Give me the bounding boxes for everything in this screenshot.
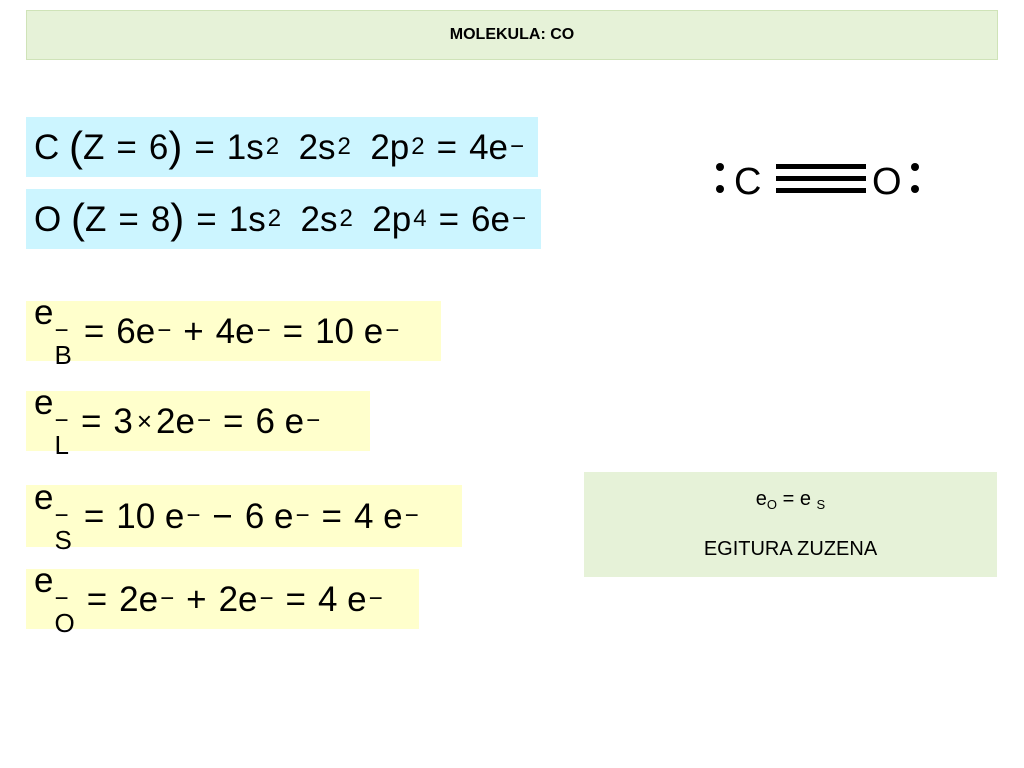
- atom-symbol: O: [34, 199, 62, 239]
- equation-shared-electrons: e − S = 10 e − − 6 e − = 4 e −: [26, 485, 462, 547]
- equation-octet-electrons: e − O = 2e − + 2e − = 4 e −: [26, 569, 419, 629]
- equation-lone-electrons: e − L = 3 × 2e − = 6 e −: [26, 391, 370, 451]
- atom-symbol: C: [34, 127, 60, 167]
- bond-line: [776, 176, 866, 181]
- result-equation: $e_O = e$ $_S$: [755, 488, 826, 512]
- config-oxygen: O ( Z = 8 ) = 1s 2 2s 2 2p 4 = 6e −: [26, 189, 541, 249]
- lone-pair-dot: [716, 163, 724, 171]
- slide-title: MOLEKULA: CO: [26, 10, 998, 60]
- atom-oxygen: O: [872, 161, 902, 203]
- bond-line: [776, 188, 866, 193]
- bond-line: [776, 164, 866, 169]
- atom-carbon: C: [734, 161, 762, 203]
- lone-pair-dot: [911, 163, 919, 171]
- result-box: [584, 472, 997, 577]
- lone-pair-dot: [716, 185, 724, 193]
- lone-pair-dot: [911, 185, 919, 193]
- result-verdict: EGITURA ZUZENA: [703, 538, 878, 560]
- config-carbon: C ( Z = 6 ) = 1s 2 2s 2 2p 2 = 4e −: [26, 117, 538, 177]
- equation-bonding-electrons: e − B = 6e − + 4e − = 10 e −: [26, 301, 441, 361]
- lewis-structure-co: [712, 150, 927, 210]
